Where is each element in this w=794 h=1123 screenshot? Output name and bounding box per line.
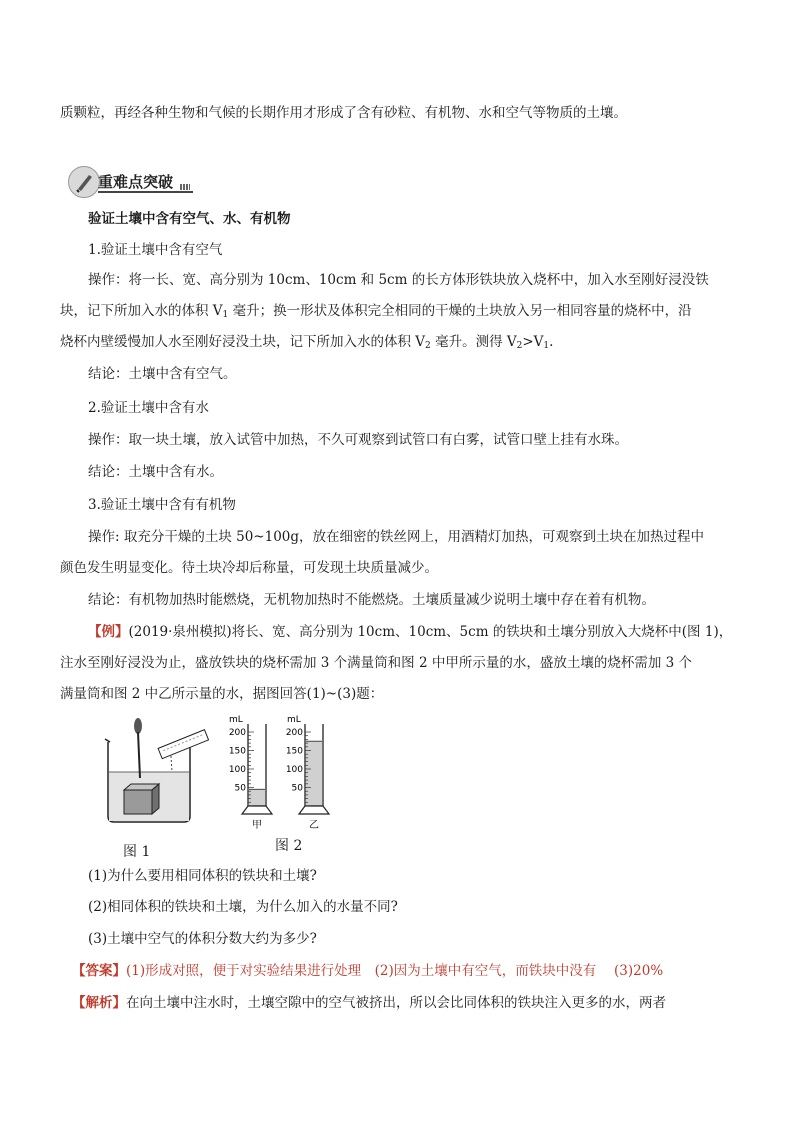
- intro-text-line: 质颗粒，再经各种生物和气候的长期作用才形成了含有砂粒、有机物、水和空气等物质的土壤。: [60, 105, 627, 121]
- cylinder-a-label: 甲: [252, 820, 262, 831]
- figure-1-beaker-diagram: [100, 712, 215, 827]
- cylinder-b-unit: mL: [287, 715, 301, 725]
- figure-1-label: 图 1: [123, 844, 151, 860]
- question-1: (1)为什么要用相同体积的铁块和土壤?: [88, 868, 317, 884]
- answer-text: (1)形成对照，便于对实验结果进行处理 (2)因为土壤中有空气，而铁块中没有 (3)20%: [126, 963, 664, 979]
- main-heading: 验证土壤中含有空气、水、有机物: [88, 211, 291, 227]
- part1-operation-line-2: 块，记下所加入水的体积 $V_1$ 毫升；换一形状及体积完全相同的干燥的土块放入另一相同容量的烧杯中，沿: [60, 303, 692, 320]
- cylinder-a-tick-label: 100: [228, 765, 246, 775]
- section-badge-icon: [68, 166, 100, 198]
- cylinder-b-base: [299, 806, 329, 814]
- cylinder-a-tick-label: 150: [228, 746, 246, 757]
- figure-2-cylinders-diagram: [225, 710, 350, 835]
- example-line-1: 【例】(2019·泉州模拟)将长、宽、高分别为 10cm、10cm、5cm 的铁块和土壤分别放入大烧杯中(图 1)，: [88, 624, 733, 640]
- cylinder-b-tick-label: 200: [285, 728, 303, 738]
- part3-conclusion: 结论：有机物加热时能燃烧，无机物加热时不能燃烧。土壤质量减少说明土壤中存在着有机物。: [88, 592, 655, 608]
- cylinder-a-unit: mL: [229, 715, 243, 725]
- part3-operation-line-2: 颜色发生明显变化。待土块冷却后称量，可发现土块质量减少。: [60, 560, 438, 576]
- part2-operation: 操作：取一块土壤，放入试管中加热，不久可观察到试管口有白雾，试管口壁上挂有水珠。: [88, 432, 628, 448]
- analysis-line: [72, 993, 666, 1013]
- figure-2-label: 图 2: [275, 838, 303, 854]
- analysis-text: 在向土壤中注水时，土壤空隙中的空气被挤出，所以会比同体积的铁块注入更多的水，两者: [126, 995, 666, 1011]
- part2-title: 2.验证土壤中含有水: [88, 400, 209, 416]
- cylinder-b-tick-label: 100: [285, 765, 303, 775]
- part2-conclusion: 结论：土壤中含有水。: [88, 464, 223, 480]
- part3-operation-line-1: 操作: 取充分干燥的土块 50~100g，放在细密的铁丝网上，用酒精灯加热，可观察到土块在加热过程中: [88, 529, 705, 545]
- part3-title: 3.验证土壤中含有有机物: [88, 497, 236, 513]
- cylinder-b-label: 乙: [309, 820, 319, 831]
- example-line-3: 满量筒和图 2 中乙所示量的水，据图回答(1)~(3)题：: [60, 686, 384, 702]
- question-2: (2)相同体积的铁块和土壤，为什么加入的水量不同?: [88, 899, 398, 915]
- cylinder-a: [229, 724, 272, 814]
- cylinder-a-liquid: [249, 789, 265, 806]
- cylinder-b-tick-label: 150: [285, 746, 303, 757]
- answer-tag: 【答案】: [72, 963, 126, 979]
- section-title: 重难点突破: [98, 173, 174, 191]
- example-line-2: 注水至刚好浸没为止，盛放铁块的烧杯需加 3 个满量筒和图 2 中甲所示量的水，盛放土壤的烧杯需加 3 个: [60, 655, 693, 671]
- cylinder-b-liquid: [306, 741, 322, 806]
- cylinder-a-tick-label: 200: [228, 728, 246, 738]
- cylinder-a-base: [242, 806, 272, 814]
- part1-conclusion: 结论：土壤中含有空气。: [88, 366, 237, 382]
- part1-title: 1.验证土壤中含有空气: [88, 242, 223, 258]
- question-3: (3)土壤中空气的体积分数大约为多少?: [88, 931, 317, 947]
- cylinder-b-tick-label: 50: [291, 783, 303, 794]
- part1-operation-line-1: 操作：将一长、宽、高分别为 10cm、10cm 和 5cm 的长方体形铁块放入烧杯中，加入水至刚好浸没铁: [88, 272, 709, 288]
- answer-line: [72, 961, 663, 981]
- example-tag: 【例】: [88, 624, 129, 640]
- cylinder-a-tick-label: 50: [234, 783, 246, 794]
- cylinder-b: [286, 724, 329, 814]
- part1-operation-line-3: 烧杯内壁缓慢加人水至刚好浸没土块，记下所加入水的体积 $V_2$ 毫升。测得 $V_2>V_1$.: [60, 334, 554, 351]
- section-underline: [98, 191, 193, 193]
- analysis-tag: 【解析】: [72, 995, 126, 1011]
- section-corner-icon: [180, 184, 190, 190]
